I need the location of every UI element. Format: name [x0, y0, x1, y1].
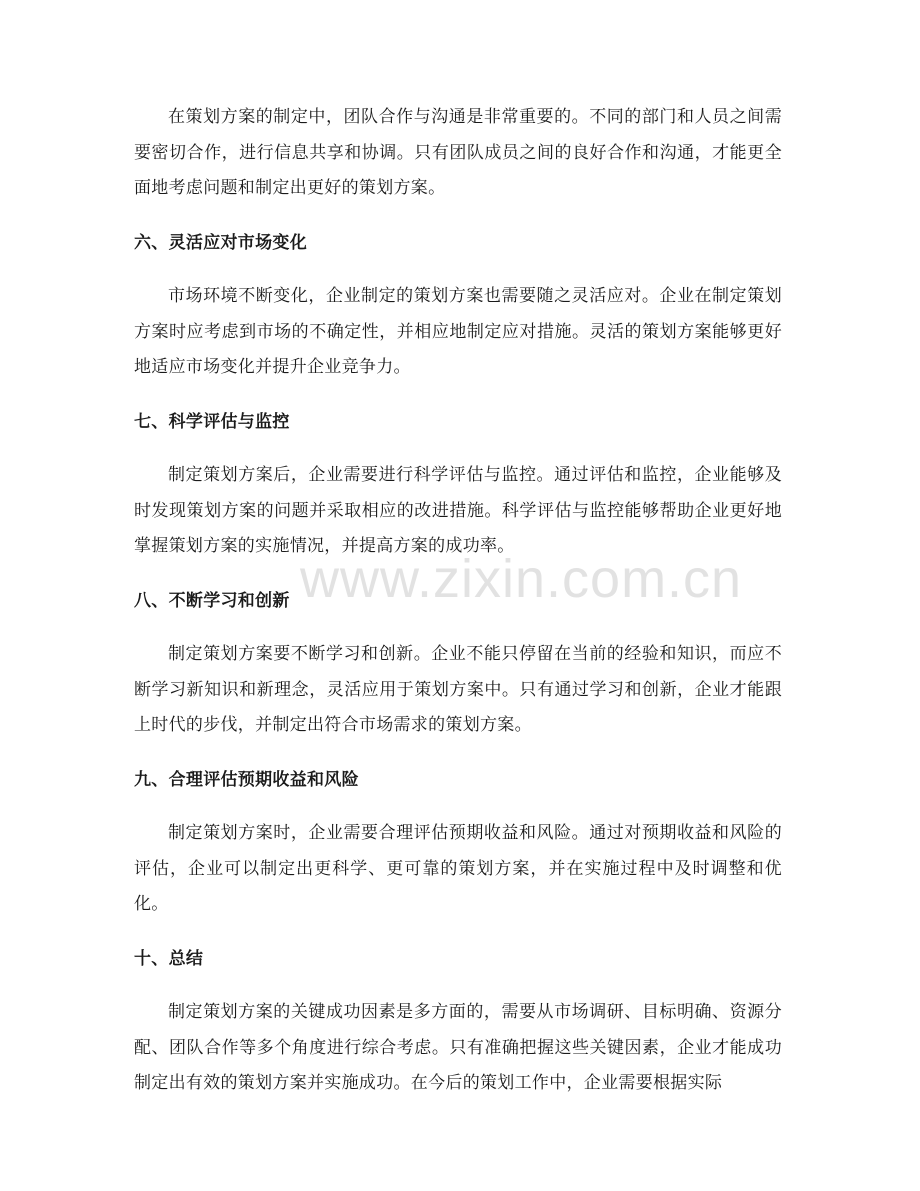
heading-section-10: 十、总结 [134, 948, 204, 969]
paragraph-section-6: 市场环境不断变化，企业制定的策划方案也需要随之灵活应对。企业在制定策划方案时应考虑到市场的不确定性，并相应地制定应对措施。灵活的策划方案能够更好地适应市场变化并提升企业竞争力。 [134, 286, 782, 377]
watermark: www.zixin.com.cn [300, 549, 743, 609]
paragraph-section-7: 制定策划方案后，企业需要进行科学评估与监控。通过评估和监控，企业能够及时发现策划方案的问题并采取相应的改进措施。科学评估与监控能够帮助企业更好地掌握策划方案的实施情况，并提高方案的成功率。 [134, 465, 782, 556]
paragraph-section-8: 制定策划方案要不断学习和创新。企业不能只停留在当前的经验和知识，而应不断学习新知识和新理念，灵活应用于策划方案中。只有通过学习和创新，企业才能跟上时代的步伐，并制定出符合市场需求的策划方案。 [134, 644, 782, 735]
heading-section-7: 七、科学评估与监控 [134, 411, 290, 432]
paragraph-section-9: 制定策划方案时，企业需要合理评估预期收益和风险。通过对预期收益和风险的评估，企业可以制定出更科学、更可靠的策划方案，并在实施过程中及时调整和优化。 [134, 823, 782, 914]
paragraph-section-10: 制定策划方案的关键成功因素是多方面的，需要从市场调研、目标明确、资源分配、团队合作等多个角度进行综合考虑。只有准确把握这些关键因素，企业才能成功制定出有效的策划方案并实施成功。在今后的策划工作中，企业需要根据实际 [134, 1002, 782, 1093]
paragraph-teamwork: 在策划方案的制定中，团队合作与沟通是非常重要的。不同的部门和人员之间需要密切合作，进行信息共享和协调。只有团队成员之间的良好合作和沟通，才能更全面地考虑问题和制定出更好的策划方案。 [134, 107, 782, 198]
document-body [134, 100, 782, 1102]
heading-section-8: 八、不断学习和创新 [134, 590, 290, 611]
heading-section-9: 九、合理评估预期收益和风险 [134, 769, 359, 790]
heading-section-6: 六、灵活应对市场变化 [134, 232, 307, 253]
